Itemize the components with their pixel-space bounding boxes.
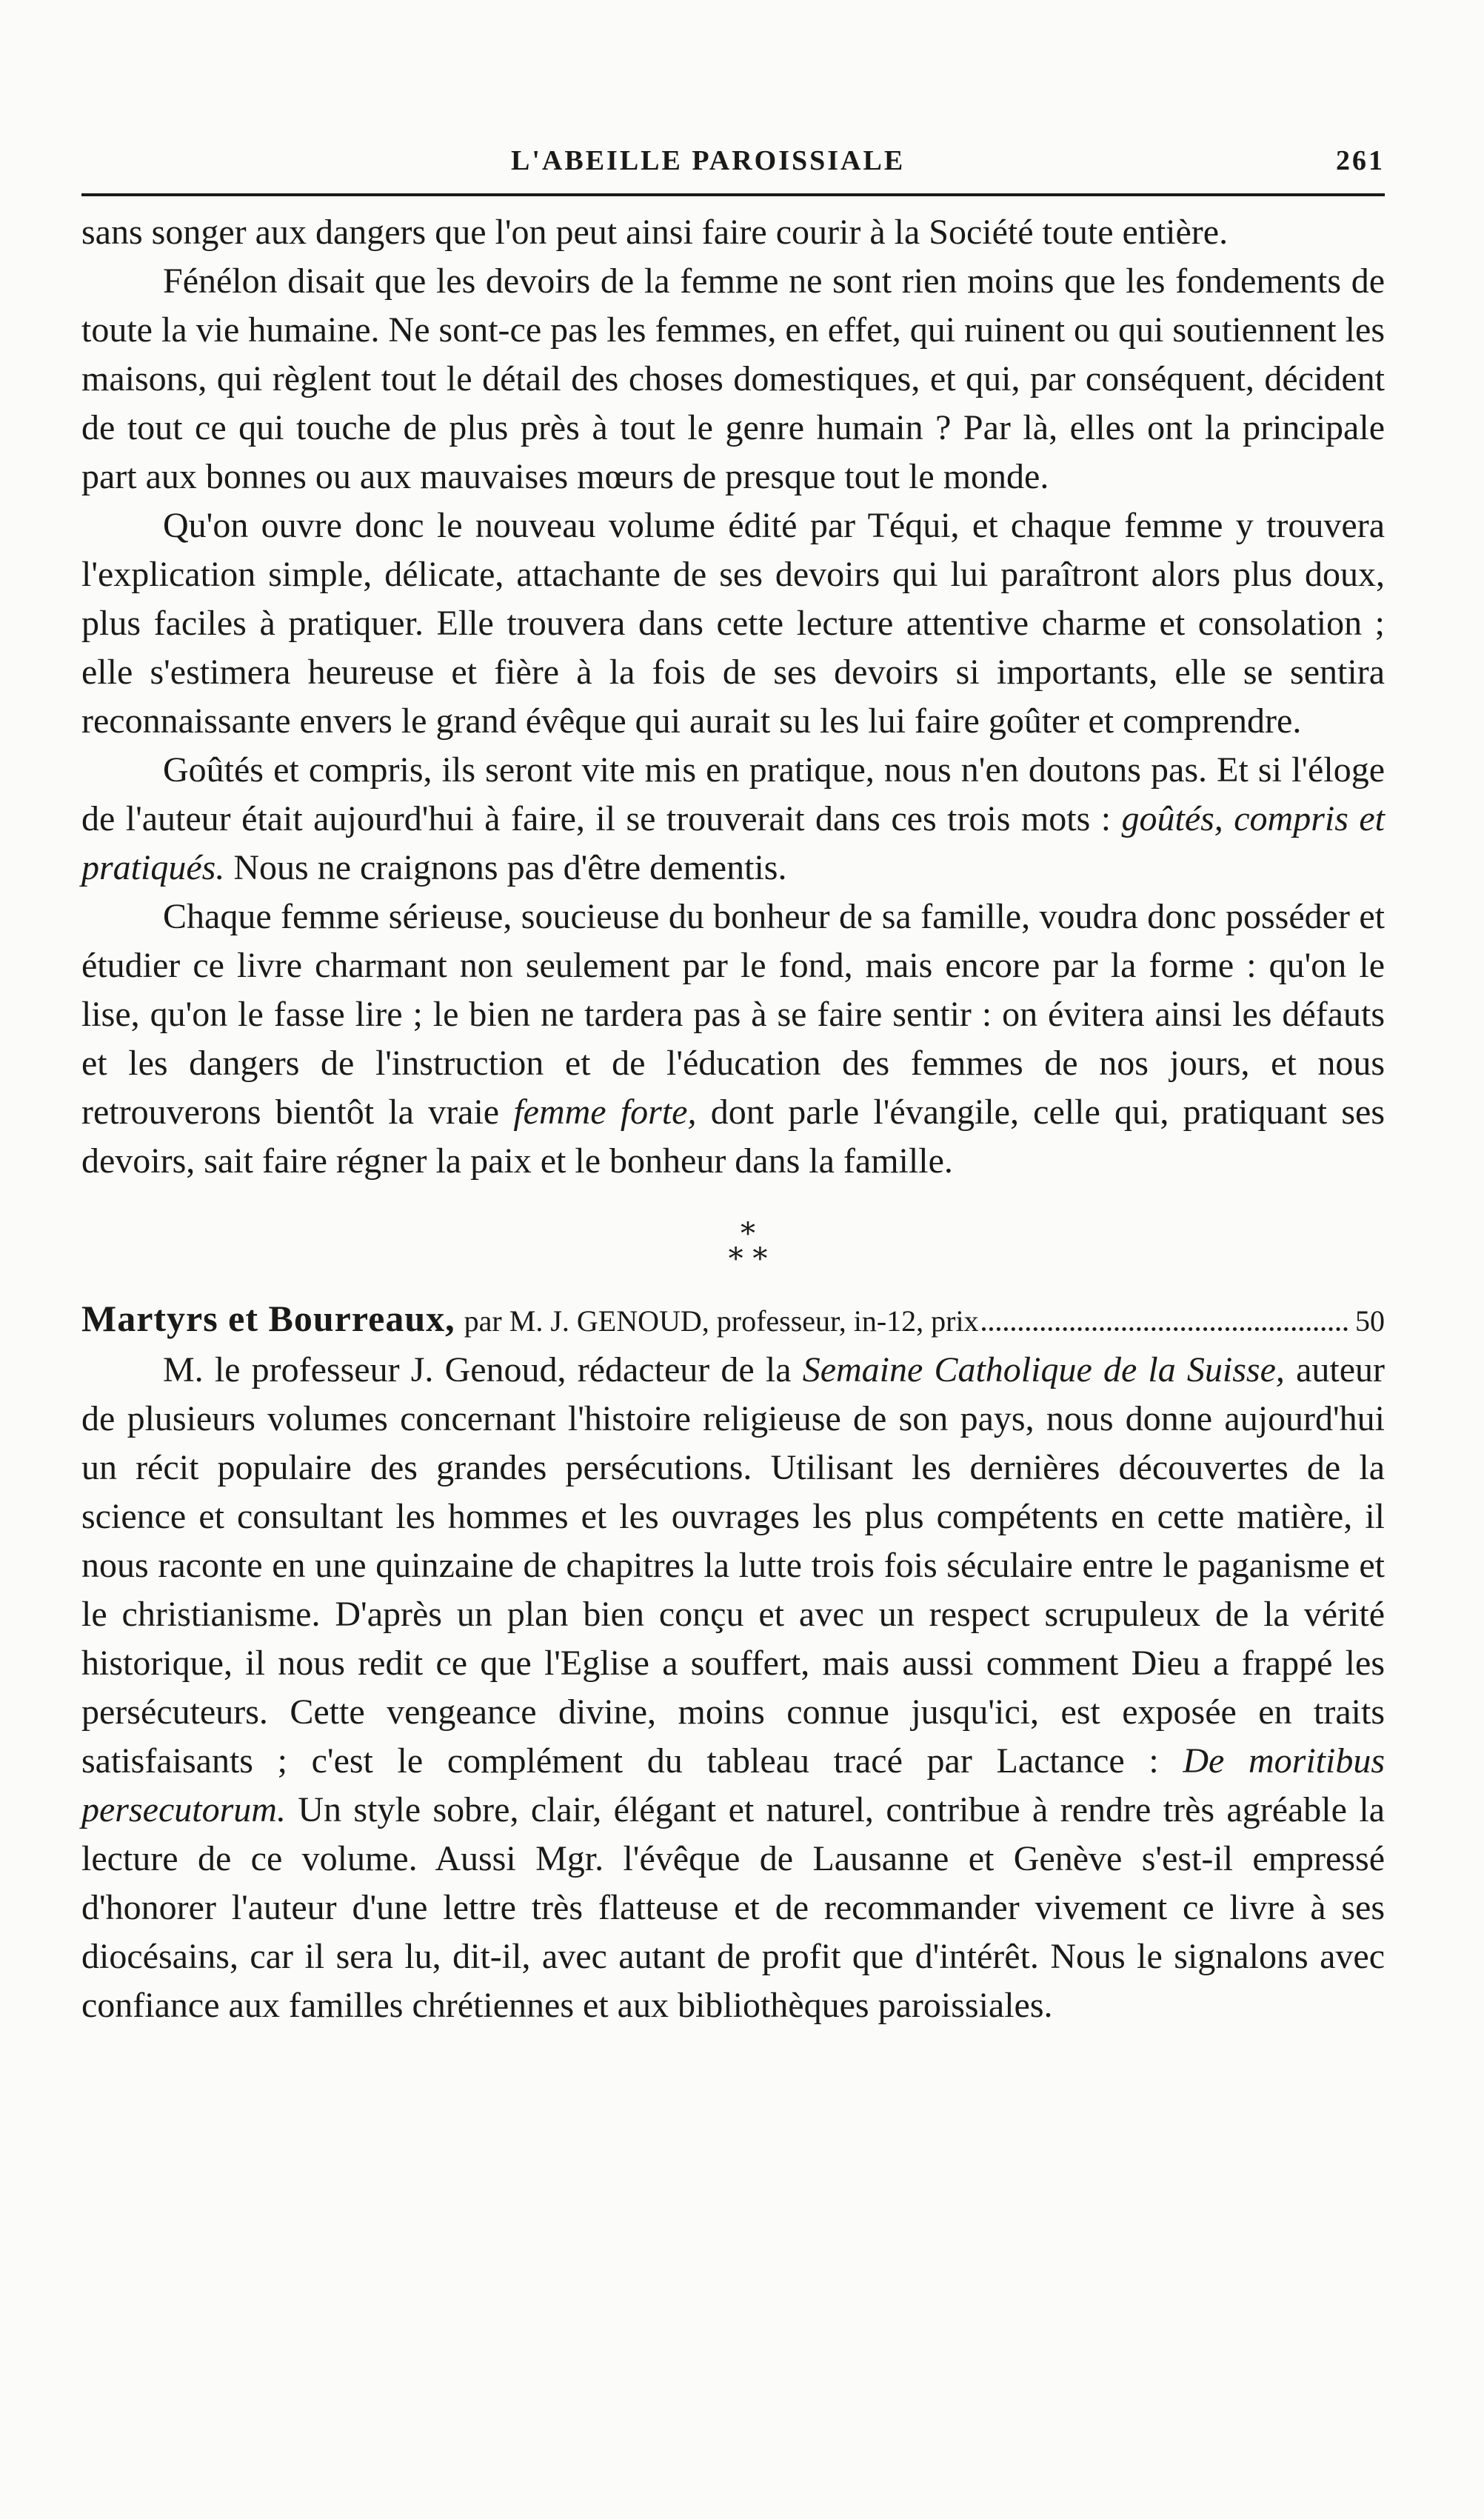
italic-phrase: femme forte,: [513, 1092, 697, 1132]
page-number: 261: [1336, 145, 1385, 176]
book-price: 50: [1355, 1304, 1385, 1338]
paragraph: [81, 746, 1385, 893]
paragraph-text: auteur de plusieurs volumes concernant l'histoire religieuse de son pays, nous donne aujourd'hui un récit populaire des grandes persécutions. Utilisant les dernières découvertes de la science et consultant les hommes et les ouvrages les plus compétents en cette matière, il nous raconte en une quinzaine de chapitres la lutte trois fois séculaire entre le paganisme et le christianisme. D'après un plan bien conçu et avec un respect scrupuleux de la vérité historique, il nous redit ce que l'Eglise a souffert, mais aussi comment Dieu a frappé les persécuteurs. Cette vengeance divine, moins connue jusqu'ici, est exposée en traits satisfaisants ; c'est le complément du tableau tracé par Lactance :: [81, 1350, 1386, 1781]
paragraph-text: Chaque femme sérieuse, soucieuse du bonheur de sa famille, voudra donc posséder et étudier ce livre charmant non seulement par le fond, mais encore par la forme : qu'on le lise, qu'on le fasse lire ; le bien ne tardera pas à se faire sentir : on évitera ainsi les défauts et les dangers de l'instruction et de l'éducation des femmes de nos jours, et nous retrouverons bientôt la vraie: [81, 897, 1385, 1132]
paragraph-text: Un style sobre, clair, élégant et naturel, contribue à rendre très agréable la lecture de ce volume. Aussi Mgr. l'évêque de Lausanne et Genève s'est-il empressé d'honorer l'auteur d'une lettre très flatteuse et de recommander vivement ce livre à ses diocésains, car il sera lu, dit-il, avec autant de profit que d'intérêt. Nous le signalons avec confiance aux familles chrétiennes et aux bibliothèques paroissiales.: [81, 1790, 1385, 2025]
italic-phrase: De moritibus persecutorum.: [81, 1741, 1386, 1829]
book-author: par M. J. GENOUD,: [464, 1304, 709, 1338]
separator-stars: * *: [728, 1242, 768, 1276]
paragraph-text: Fénélon disait que les devoirs de la femme ne sont rien moins que les fondements de toute la vie humaine. Ne sont-ce pas les femmes, en effet, qui ruinent ou qui soutiennent les maisons, qui règlent tout le détail des choses domestiques, et qui, par conséquent, décident de tout ce qui touche de plus près à tout le genre humain ? Par là, elles ont la principale part aux bonnes ou aux mauvaises mœurs de presque tout le monde.: [81, 261, 1385, 496]
book-details: professeur, in-12, prix: [716, 1304, 979, 1338]
separator-star: *: [741, 1217, 755, 1251]
book-page: [81, 130, 1385, 2030]
paragraph-text: Goûtés et compris, ils seront vite mis en pratique, nous n'en doutons pas. Et si l'éloge de l'auteur était aujourd'hui à faire, il se trouverait dans ces trois mots :: [81, 750, 1385, 838]
paragraph: [81, 1346, 1385, 2030]
running-title: L'ABEILLE PAROISSIALE: [511, 145, 906, 176]
paragraph-text: Nous ne craignons pas d'être dementis.: [233, 848, 787, 887]
paragraph-text: dont parle l'évangile, celle qui, pratiquant ses devoirs, sait faire régner la paix et le bonheur dans la famille.: [81, 1092, 1386, 1181]
italic-phrase: goûtés, compris et pratiqués.: [81, 799, 1386, 887]
paragraph: [81, 257, 1385, 501]
dot-leader: [982, 1327, 1348, 1331]
paragraph-text: Qu'on ouvre donc le nouveau volume édité par Téqui, et chaque femme y trouvera l'explication simple, délicate, attachante de ses devoirs qui lui paraîtront alors plus doux, plus faciles à pratiquer. Elle trouvera dans cette lecture attentive charme et consolation ; elle s'estimera heureuse et fière à la fois de ses devoirs si importants, elle se sentira reconnaissante envers le grand évêque qui aurait su les lui faire goûter et comprendre.: [81, 506, 1385, 741]
paragraph: [81, 501, 1385, 746]
running-head: [81, 130, 1385, 181]
italic-phrase: Semaine Catholique de la Suisse,: [802, 1350, 1285, 1389]
book-title: Martyrs et Bourreaux,: [81, 1298, 455, 1339]
paragraph-text: sans songer aux dangers que l'on peut ainsi faire courir à la Société toute entière.: [81, 213, 1229, 252]
article-body: [81, 208, 1385, 1186]
paragraph: [81, 208, 1385, 257]
paragraph: [81, 893, 1385, 1186]
review-body: [81, 1346, 1385, 2030]
book-entry-heading: [81, 1294, 1385, 1346]
header-rule: [81, 193, 1385, 196]
paragraph-text: M. le professeur J. Genoud, rédacteur de la: [163, 1350, 792, 1389]
section-separator: [81, 1217, 1385, 1276]
